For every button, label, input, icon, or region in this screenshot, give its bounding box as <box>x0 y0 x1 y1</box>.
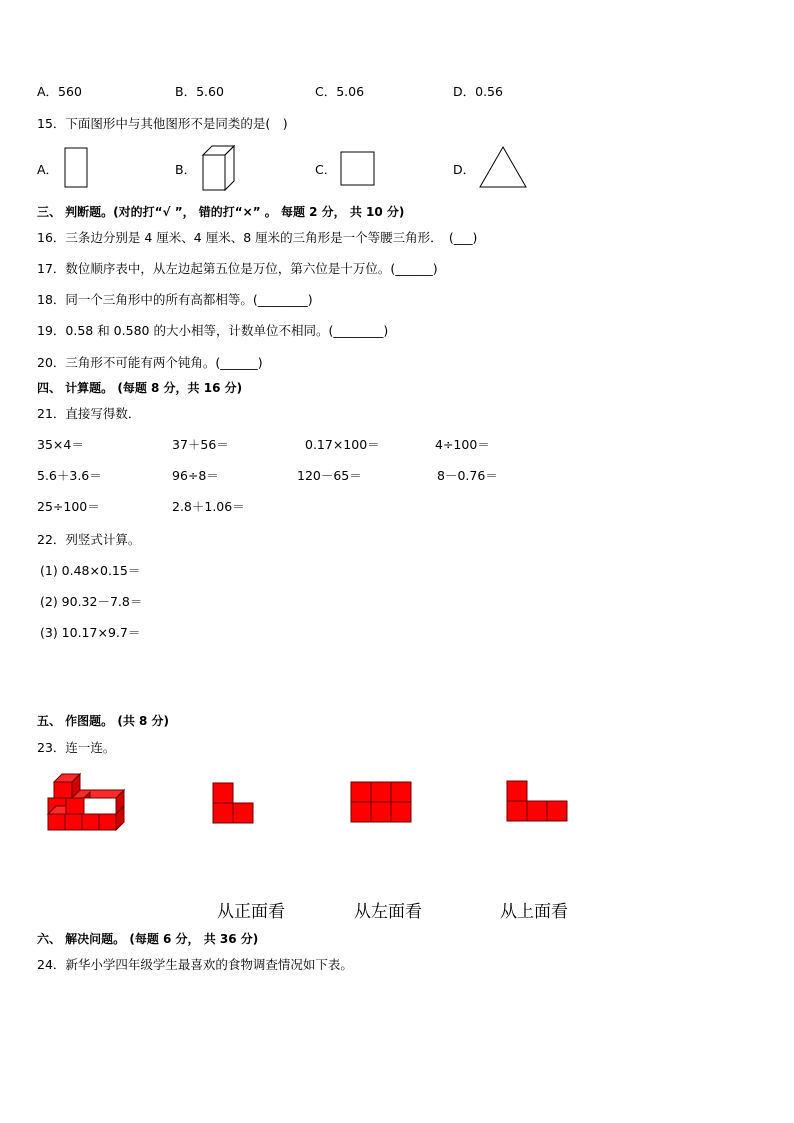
vertical-calc-item: (2) 90.32－7.8＝ <box>40 594 143 609</box>
calc-item: 25÷100＝ <box>37 499 100 514</box>
question-22-stem: 22．列竖式计算。 <box>37 532 141 547</box>
section-5-heading: 五、 作图题。 (共 8 分) <box>37 714 170 728</box>
view-shape-c <box>506 780 570 824</box>
option-c: C．5.06 <box>315 84 365 99</box>
cube-stack-figure <box>44 770 128 832</box>
view-shape-b <box>350 781 414 825</box>
calc-item: 96÷8＝ <box>172 468 219 483</box>
calc-item: 2.8＋1.06＝ <box>172 499 245 514</box>
cuboid-icon <box>201 144 237 192</box>
calc-item: 0.17×100＝ <box>305 437 380 452</box>
calc-item: 35×4＝ <box>37 437 84 452</box>
question-23-stem: 23．连一连。 <box>37 740 116 755</box>
question-17: 17．数位顺序表中，从左边起第五位是万位，第六位是十万位。(______) <box>37 261 438 276</box>
option-b: B．5.60 <box>175 84 224 99</box>
question-15-stem: 15．下面图形中与其他图形不是同类的是( ) <box>37 116 288 131</box>
question-18: 18．同一个三角形中的所有高都相等。(________) <box>37 292 313 307</box>
q15-option-d-label: D． <box>453 162 476 177</box>
calc-item: 120－65＝ <box>297 468 362 483</box>
vertical-calc-item: (3) 10.17×9.7＝ <box>40 625 141 640</box>
question-16: 16．三条边分别是 4 厘米、4 厘米、8 厘米的三角形是一个等腰三角形． (___) <box>37 230 478 245</box>
q15-option-a-label: A． <box>37 162 59 177</box>
view-label-left: 从左面看 <box>354 902 422 922</box>
question-20: 20．三角形不可能有两个钝角。(______) <box>37 355 263 370</box>
calc-item: 4÷100＝ <box>435 437 490 452</box>
vertical-calc-item: (1) 0.48×0.15＝ <box>40 563 141 578</box>
question-19: 19．0.58 和 0.580 的大小相等，计数单位不相同。(________) <box>37 323 389 338</box>
rectangle-icon <box>64 147 90 189</box>
view-label-front: 从正面看 <box>217 902 285 922</box>
calc-item: 37＋56＝ <box>172 437 229 452</box>
section-6-heading: 六、 解决问题。 (每题 6 分， 共 36 分) <box>37 932 259 946</box>
section-4-heading: 四、 计算题。 (每题 8 分，共 16 分) <box>37 381 243 395</box>
view-shape-a <box>212 782 256 826</box>
triangle-icon <box>478 145 528 189</box>
option-d: D．0.56 <box>453 84 503 99</box>
q15-option-c-label: C． <box>315 162 337 177</box>
option-a: A．560 <box>37 84 82 99</box>
view-label-top: 从上面看 <box>500 902 568 922</box>
q15-option-b-label: B． <box>175 162 197 177</box>
question-21-stem: 21．直接写得数． <box>37 406 141 421</box>
calc-item: 5.6＋3.6＝ <box>37 468 102 483</box>
calc-item: 8－0.76＝ <box>437 468 498 483</box>
section-3-heading: 三、 判断题。(对的打“√ ”， 错的打“×” 。 每题 2 分， 共 10 分) <box>37 205 405 219</box>
square-icon <box>340 151 376 187</box>
question-24-stem: 24．新华小学四年级学生最喜欢的食物调查情况如下表。 <box>37 957 353 972</box>
